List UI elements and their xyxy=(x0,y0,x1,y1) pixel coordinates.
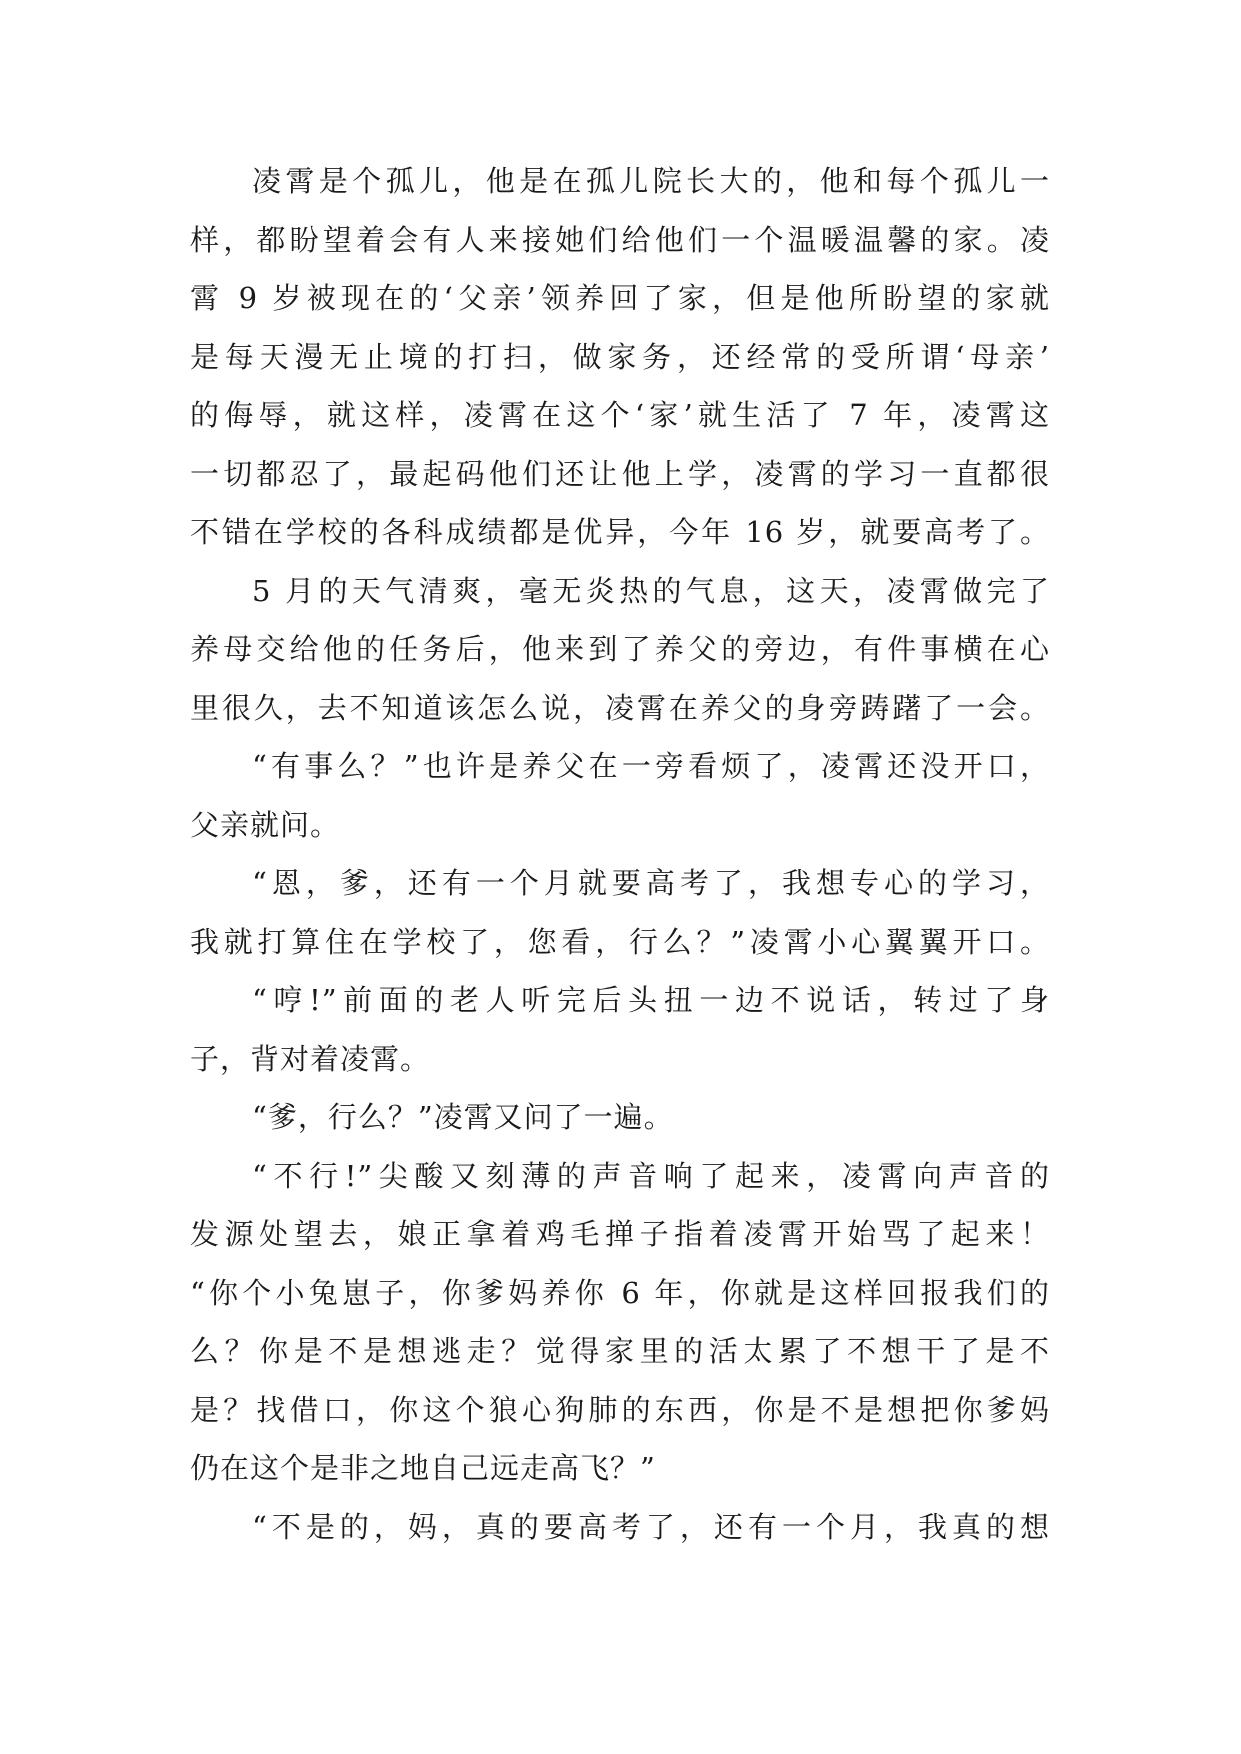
text-line: 5 月的天气清爽，毫无炎热的气息，这天，凌霄做完了 xyxy=(252,573,1050,608)
body-text xyxy=(190,152,1050,1556)
text-line: 的侮辱，就这样，凌霄在这个‘家’就生活了 7 年，凌霄这 xyxy=(190,398,1050,432)
text-line: 父亲就问。 xyxy=(190,807,341,842)
text-line: 里很久，去不知道该怎么说，凌霄在养父的身旁踌躇了一会。 xyxy=(190,690,1050,725)
text-line: 是每天漫无止境的打扫，做家务，还经常的受所谓‘母亲’ xyxy=(190,339,1050,374)
text-line: 一切都忍了，最起码他们还让他上学，凌霄的学习一直都很 xyxy=(190,456,1050,491)
text-line: 仍在这个是非之地自己远走高飞？” xyxy=(190,1451,656,1485)
text-line: 霄 9 岁被现在的‘父亲’领养回了家，但是他所盼望的家就 xyxy=(190,281,1050,315)
text-line: 子，背对着凌霄。 xyxy=(190,1041,431,1076)
text-line: 我就打算住在学校了，您看，行么？”凌霄小心翼翼开口。 xyxy=(190,924,1050,959)
text-line: 是？找借口，你这个狼心狗肺的东西，你是不是想把你爹妈 xyxy=(190,1392,1050,1427)
text-line: “不行!”尖酸又刻薄的声音响了起来，凌霄向声音的 xyxy=(252,1158,1050,1193)
text-line: 样，都盼望着会有人来接她们给他们一个温暖温馨的家。凌 xyxy=(190,222,1050,257)
text-line: 养母交给他的任务后，他来到了养父的旁边，有件事横在心 xyxy=(190,632,1050,666)
text-line: “恩，爹，还有一个月就要高考了，我想专心的学习， xyxy=(252,866,1050,900)
text-line: “哼!”前面的老人听完后头扭一边不说话，转过了身 xyxy=(252,983,1050,1017)
text-line: 不错在学校的各科成绩都是优异，今年 16 岁，就要高考了。 xyxy=(190,515,1050,549)
text-line: 凌霄是个孤儿，他是在孤儿院长大的，他和每个孤儿一 xyxy=(252,164,1050,198)
text-line: 发源处望去，娘正拿着鸡毛掸子指着凌霄开始骂了起来！ xyxy=(190,1217,1050,1251)
text-line: “爹，行么？”凌霄又问了一遍。 xyxy=(252,1100,674,1134)
text-line: “你个小兔崽子，你爹妈养你 6 年，你就是这样回报我们的 xyxy=(190,1275,1050,1310)
text-line: “有事么？”也许是养父在一旁看烦了，凌霄还没开口， xyxy=(252,749,1050,783)
text-line: 么？你是不是想逃走？觉得家里的活太累了不想干了是不 xyxy=(190,1334,1050,1368)
text-line: “不是的，妈，真的要高考了，还有一个月，我真的想 xyxy=(252,1509,1050,1544)
